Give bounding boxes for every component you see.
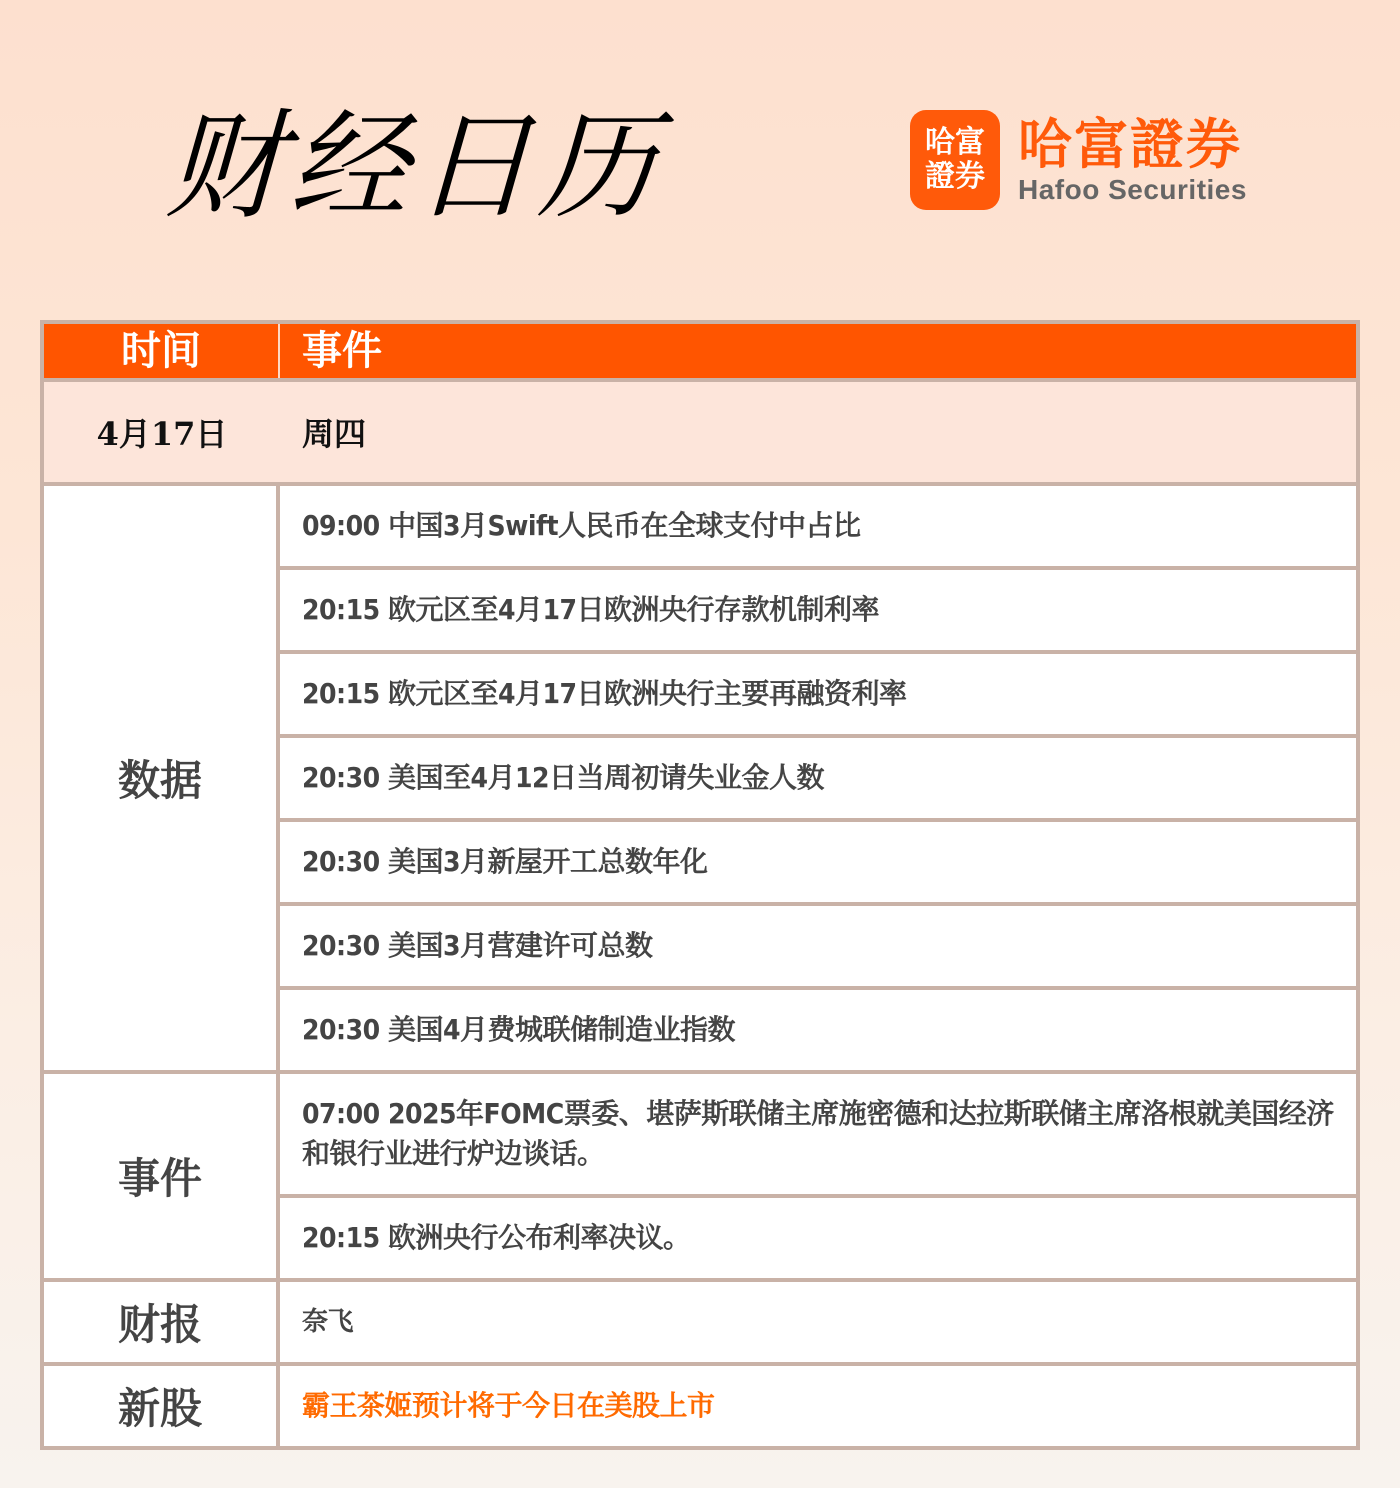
list-item: 20:30 美国4月费城联储制造业指数	[280, 986, 1356, 1070]
brand-badge-line2: 證券	[925, 159, 985, 194]
section-earnings	[44, 1278, 1356, 1362]
category-label-ipo: 新股	[117, 1384, 202, 1433]
section-events	[44, 1070, 1356, 1278]
section-ipo	[44, 1362, 1356, 1446]
table-header-row	[44, 324, 1356, 378]
list-item: 20:30 美国3月营建许可总数	[280, 902, 1356, 986]
date-row	[44, 378, 1356, 482]
list-item-highlight: 霸王茶姬预计将于今日在美股上市	[302, 1389, 715, 1422]
column-header-event: 事件	[302, 327, 382, 374]
brand-name-en: Hafoo Securities	[1018, 174, 1247, 205]
brand-badge-icon	[910, 110, 1000, 210]
column-header-time: 时间	[121, 327, 201, 374]
category-label-data: 数据	[117, 756, 202, 805]
list-item: 20:30 美国3月新屋开工总数年化	[280, 818, 1356, 902]
category-label-earnings: 财报	[117, 1300, 202, 1349]
category-label-events: 事件	[117, 1154, 202, 1203]
date-label: 4月17日	[96, 415, 228, 453]
weekday-label: 周四	[302, 415, 367, 453]
brand-logo	[910, 110, 1247, 210]
brand-badge-line1: 哈富	[925, 125, 985, 160]
list-item: 20:15 欧元区至4月17日欧洲央行主要再融资利率	[280, 650, 1356, 734]
list-item: 奈飞	[302, 1307, 354, 1337]
page-title: 财经日历	[163, 97, 665, 235]
list-item: 07:00 2025年FOMC票委、堪萨斯联储主席施密德和达拉斯联储主席洛根就美国经济和银行业进行炉边谈话。	[302, 1097, 1334, 1170]
list-item: 09:00 中国3月Swift人民币在全球支付中占比	[302, 509, 861, 542]
section-data	[44, 482, 1356, 1070]
list-item: 20:15 欧洲央行公布利率决议。	[280, 1194, 1356, 1278]
list-item: 20:30 美国至4月12日当周初请失业金人数	[280, 734, 1356, 818]
calendar-table	[40, 320, 1360, 1450]
list-item: 20:15 欧元区至4月17日欧洲央行存款机制利率	[280, 566, 1356, 650]
brand-name-cn: 哈富證券	[1018, 113, 1242, 176]
